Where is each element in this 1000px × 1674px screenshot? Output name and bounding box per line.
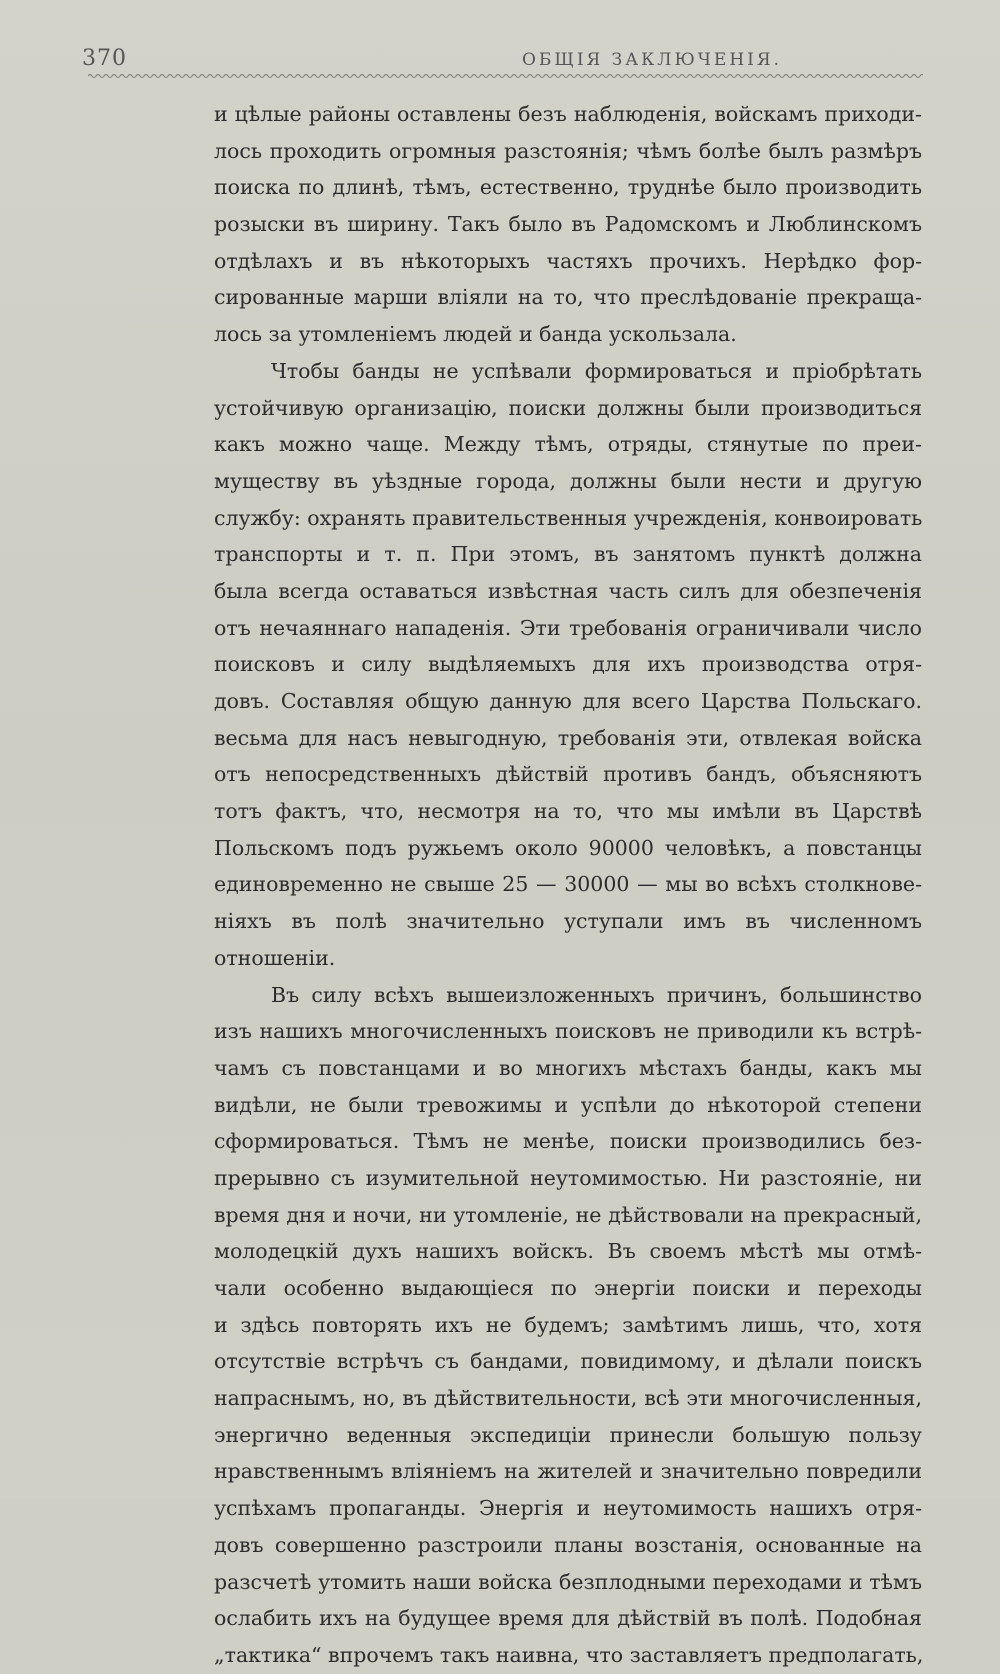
text-line: время дня и ночи, ни утомленіе, не дѣйствовали на прекрасный, (214, 1202, 922, 1227)
text-line: энергично веденныя экспедиціи принесли большую пользу (214, 1422, 922, 1447)
text-line: чамъ съ повстанцами и во многихъ мѣстахъ банды, какъ мы (214, 1055, 922, 1080)
text-line: довъ. Составляя общую данную для всего Царства Польскаго. (214, 689, 922, 713)
paragraph-start-line: Въ силу всѣхъ вышеизложенныхъ причинъ, большинство (271, 982, 922, 1007)
text-line: успѣхамъ пропаганды. Энергія и неутомимость нашихъ отря- (214, 1496, 922, 1521)
text-line: отношеніи. (214, 945, 336, 970)
text-line: нравственнымъ вліяніемъ на жителей и значительно повредили (214, 1459, 922, 1484)
text-line: какъ можно чаще. Между тѣмъ, отряды, стянутые по преи- (214, 432, 922, 457)
text-line: ніяхъ въ полѣ значительно уступали имъ въ численномъ (214, 909, 922, 934)
text-line: разсчетѣ утомить наши войска безплодными переходами и тѣмъ (214, 1569, 922, 1594)
text-line: поисковъ и силу выдѣляемыхъ для ихъ производства отря- (214, 652, 922, 677)
text-line: сформироваться. Тѣмъ не менѣе, поиски производились без- (214, 1129, 922, 1154)
text-line: и цѣлые районы оставлены безъ наблюденія, войскамъ приходи- (214, 102, 922, 126)
text-line: „тактика“ впрочемъ такъ наивна, что заставляетъ предполагать, (214, 1642, 924, 1667)
text-line: чали особенно выдающіеся по энергіи поиски и переходы (214, 1276, 922, 1300)
text-line: сированные марши вліяли на то, что преслѣдованіе прекраща- (214, 285, 922, 310)
text-line: видѣли, не были тревожимы и успѣли до нѣкоторой степени (214, 1092, 922, 1117)
page-number: 370 (82, 46, 127, 71)
text-line: была всегда оставаться извѣстная часть силъ для обезпеченія (214, 578, 922, 603)
text-line: тотъ фактъ, что, несмотря на то, что мы имѣли въ Царствѣ (214, 799, 922, 824)
text-line: молодецкій духъ нашихъ войскъ. Въ своемъ мѣстѣ мы отмѣ- (214, 1239, 922, 1264)
body-text (214, 96, 922, 1674)
text-line: транспорты и т. п. При этомъ, въ занятомъ пунктѣ должна (214, 542, 922, 567)
text-line: отъ нечаяннаго нападенія. Эти требованія ограничивали число (214, 615, 922, 640)
text-line: прерывно съ изумительной неутомимостью. Ни разстояніе, ни (214, 1165, 922, 1190)
text-line: Польскомъ подъ ружьемъ около 90000 человѣкъ, а повстанцы (214, 835, 922, 860)
text-line: лось проходить огромныя разстоянія; чѣмъ болѣе былъ размѣръ (214, 138, 922, 163)
text-line: поиска по длинѣ, тѣмъ, естественно, труднѣе было производить (214, 175, 922, 200)
text-line: весьма для насъ невыгодную, требованія эти, отвлекая войска (214, 725, 922, 750)
text-line: единовременно не свыше 25 — 30000 — мы во всѣхъ столкнове- (214, 872, 922, 897)
text-line: муществу въ уѣздные города, должны были нести и другую (214, 468, 922, 493)
text-line: отсутствіе встрѣчъ съ бандами, повидимому, и дѣлали поискъ (214, 1349, 922, 1374)
text-line: ослабить ихъ на будущее время для дѣйствій въ полѣ. Подобная (214, 1606, 922, 1631)
text-line: и здѣсь повторять ихъ не будемъ; замѣтимъ лишь, что, хотя (214, 1312, 922, 1337)
text-line: розыски въ ширину. Такъ было въ Радомскомъ и Люблинскомъ (214, 212, 922, 237)
paragraph-start-line: Чтобы банды не успѣвали формироваться и пріобрѣтать (271, 358, 922, 383)
text-line: устойчивую организацію, поиски должны были производиться (214, 395, 922, 420)
text-line: изъ нашихъ многочисленныхъ поисковъ не приводили къ встрѣ- (214, 1019, 922, 1044)
text-line: отъ непосредственныхъ дѣйствій противъ бандъ, объясняютъ (214, 762, 922, 787)
text-line: напраснымъ, но, въ дѣйствительности, всѣ эти многочисленныя, (214, 1386, 922, 1411)
text-line: службу: охранять правительственныя учрежденія, конвоировать (214, 505, 923, 530)
text-line: отдѣлахъ и въ нѣкоторыхъ частяхъ прочихъ. Нерѣдко фор- (214, 248, 922, 273)
text-line: довъ совершенно разстроили планы возстанія, основанные на (214, 1532, 922, 1557)
text-line: лось за утомленіемъ людей и банда ускользала. (214, 322, 737, 347)
wavy-rule-divider (88, 72, 923, 80)
running-title: ОБЩІЯ ЗАКЛЮЧЕНІЯ. (522, 50, 782, 70)
